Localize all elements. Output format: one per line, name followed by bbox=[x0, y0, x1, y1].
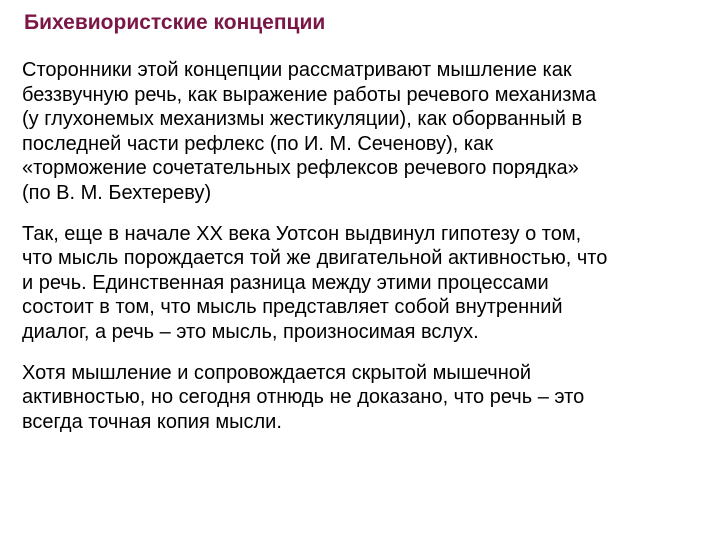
paragraph-line: Сторонники этой концепции рассматривают мышление как bbox=[22, 59, 572, 81]
paragraph-line: всегда точная копия мысли. bbox=[22, 410, 282, 433]
paragraph-line: «торможение сочетательных рефлексов речевого порядка» bbox=[22, 157, 579, 180]
paragraph-line: Хотя мышление и сопровождается скрытой мышечной bbox=[22, 361, 532, 384]
paragraph-line: и речь. Единственная разница между этими процессами bbox=[22, 271, 549, 294]
paragraph-line: (у глухонемых механизмы жестикуляции), как оборванный в bbox=[22, 108, 583, 131]
paragraph-watson-hypothesis bbox=[22, 222, 712, 345]
paragraph-line: (по В. М. Бехтереву) bbox=[22, 181, 212, 204]
paragraph-behaviorist-view bbox=[22, 58, 712, 206]
paragraph-line: состоит в том, что мысль представляет собой внутренний bbox=[22, 296, 563, 319]
paragraph-line: активностью, но сегодня отнюдь не доказано, что речь – это bbox=[22, 386, 585, 409]
paragraph-line: последней части рефлекс (по И. М. Сеченову), как bbox=[22, 132, 493, 155]
paragraph-conclusion bbox=[22, 361, 712, 435]
slide-title: Бихевиористские концепции bbox=[24, 11, 326, 34]
paragraph-line: диалог, а речь – это мысль, произносимая вслух. bbox=[22, 320, 479, 343]
paragraph-line: Так, еще в начале XX века Уотсон выдвинул гипотезу о том, bbox=[22, 222, 582, 245]
slide-body bbox=[22, 58, 712, 450]
paragraph-line: что мысль порождается той же двигательной активностью, что bbox=[22, 247, 608, 270]
paragraph-line: беззвучную речь, как выражение работы речевого механизма bbox=[22, 83, 597, 106]
